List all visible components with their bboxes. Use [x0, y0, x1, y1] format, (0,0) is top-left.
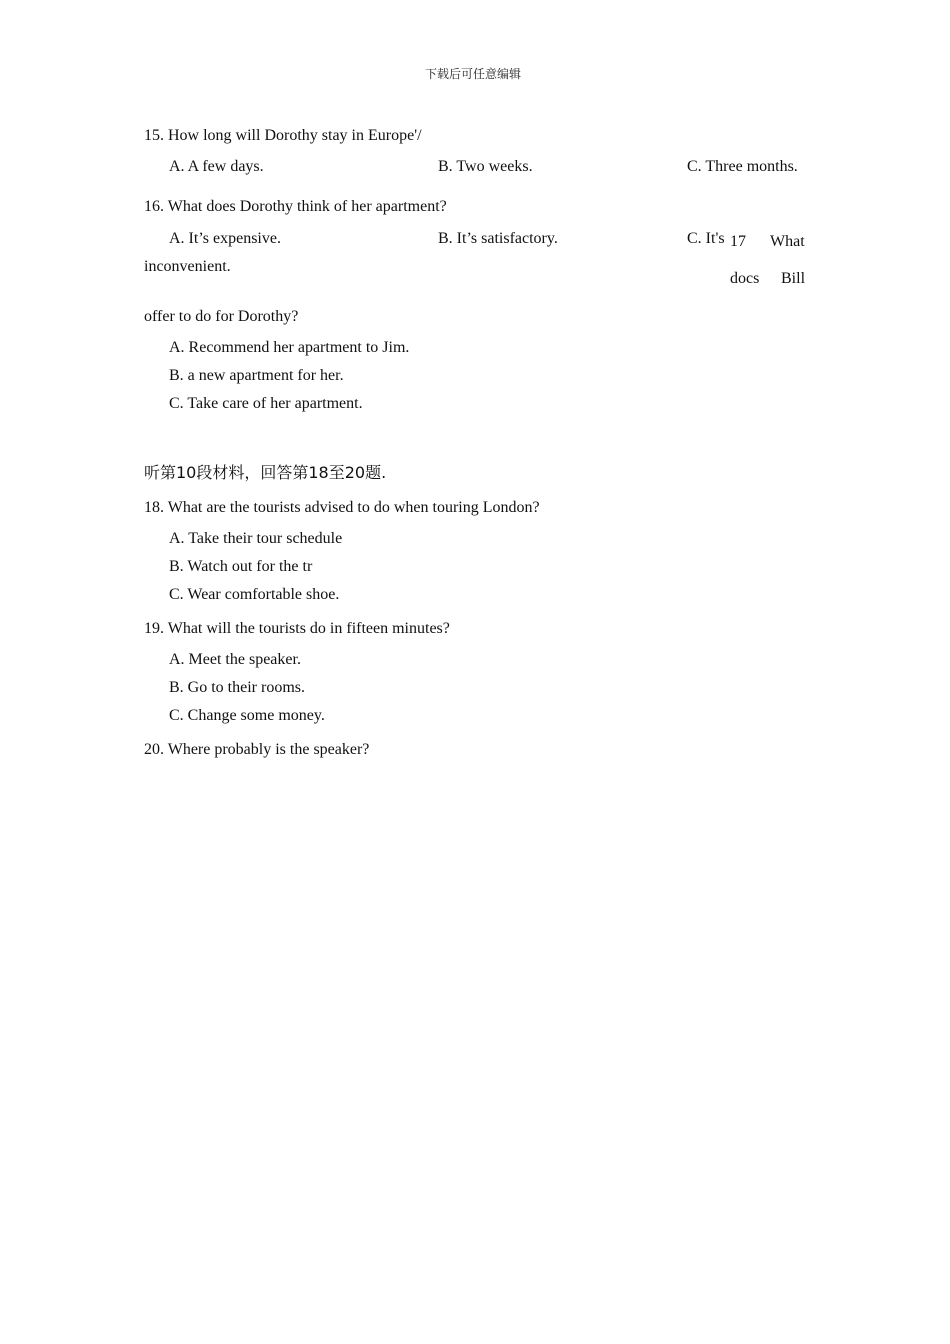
question-18-option-c: C. Wear comfortable shoe. — [169, 586, 340, 603]
question-19-option-c: C. Change some money. — [169, 707, 325, 724]
question-16-text: 16. What does Dorothy think of her apartment? — [144, 198, 447, 215]
question-17-word-docs: docs — [730, 270, 760, 287]
question-20-text: 20. Where probably is the speaker? — [144, 741, 370, 758]
question-15-option-a: A. A few days. — [169, 158, 264, 175]
question-18-option-b: B. Watch out for the tr — [169, 558, 313, 575]
question-17-number: 17 — [730, 233, 746, 250]
question-16-option-c-start: C. It's — [687, 230, 725, 247]
question-17-text-rest: offer to do for Dorothy? — [144, 308, 299, 325]
question-18-option-a: A. Take their tour schedule — [169, 530, 343, 547]
question-19-text: 19. What will the tourists do in fifteen minutes? — [144, 620, 450, 637]
question-16-option-b: B. It’s satisfactory. — [438, 230, 558, 247]
question-18-text: 18. What are the tourists advised to do when touring London? — [144, 499, 540, 516]
question-19-option-a: A. Meet the speaker. — [169, 651, 301, 668]
question-15-text: 15. How long will Dorothy stay in Europe'/ — [144, 127, 422, 144]
question-15-option-b: B. Two weeks. — [438, 158, 533, 175]
question-15-option-c: C. Three months. — [687, 158, 798, 175]
section-instruction: 听第10段材料，回答第18至20题. — [144, 463, 387, 482]
question-17-word-bill: Bill — [781, 270, 806, 287]
page-header: 下载后可任意编辑 — [425, 67, 522, 81]
question-17-option-c: C. Take care of her apartment. — [169, 395, 363, 412]
question-17-option-b: B. a new apartment for her. — [169, 367, 344, 384]
question-17-option-a: A. Recommend her apartment to Jim. — [169, 339, 410, 356]
question-16-option-c-end: inconvenient. — [144, 258, 231, 275]
question-16-option-a: A. It’s expensive. — [169, 230, 281, 247]
question-17-word-what: What — [770, 233, 805, 250]
question-19-option-b: B. Go to their rooms. — [169, 679, 305, 696]
